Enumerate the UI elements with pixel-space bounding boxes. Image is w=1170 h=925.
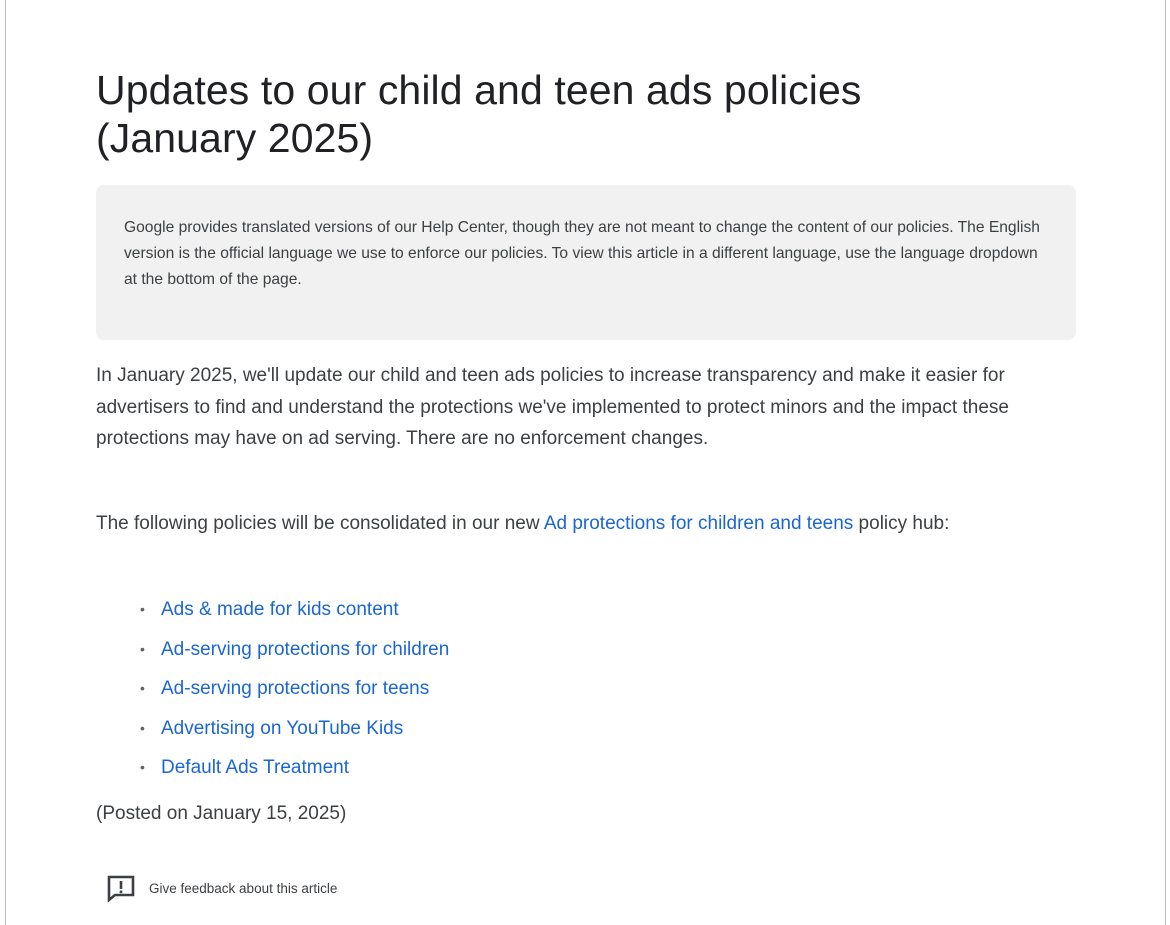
policy-link-default-ads-treatment[interactable]: Default Ads Treatment — [161, 757, 349, 778]
consolidation-paragraph — [96, 508, 1056, 540]
list-item — [140, 590, 449, 630]
list-item — [140, 630, 449, 670]
page-title: Updates to our child and teen ads policies (January 2025) — [96, 67, 862, 161]
policy-list — [140, 590, 449, 788]
list-item — [140, 709, 449, 749]
list-item — [140, 669, 449, 709]
bullet: • — [140, 640, 145, 657]
translation-notice — [96, 185, 1076, 340]
policy-link-ads-made-for-kids[interactable]: Ads & made for kids content — [161, 599, 399, 620]
feedback-icon — [106, 873, 136, 903]
intro-paragraph: In January 2025, we'll update our child and teen ads policies to increase transparency and make it easier for advertisers to find and understand the protections we've implemented to protect minors and the impact these protections may have on ad serving. There are no enforcement changes. — [96, 365, 1009, 449]
bullet: • — [140, 759, 145, 775]
translation-notice-text: Google provides translated versions of our Help Center, though they are not meant to change the content of our policies. The English version is the official language we use to enforce our policies. To view this article in a different language, use the language dropdown at the bottom of the page. — [124, 219, 1040, 288]
bullet: • — [140, 601, 145, 617]
consolidation-suffix: policy hub: — [853, 513, 950, 534]
bullet: • — [140, 680, 145, 696]
posted-date: (Posted on January 15, 2025) — [96, 803, 347, 824]
list-item — [140, 748, 449, 788]
consolidation-prefix: The following policies will be consolidated in our new — [96, 513, 544, 534]
feedback-label: Give feedback about this article — [149, 880, 338, 896]
feedback-button[interactable] — [106, 873, 337, 903]
policy-hub-link[interactable]: Ad protections for children and teens — [543, 513, 854, 534]
bullet: • — [140, 719, 145, 736]
policy-link-protections-children[interactable]: Ad-serving protections for children — [161, 638, 450, 660]
policy-link-protections-teens[interactable]: Ad-serving protections for teens — [161, 678, 430, 699]
policy-link-youtube-kids[interactable]: Advertising on YouTube Kids — [161, 717, 404, 739]
